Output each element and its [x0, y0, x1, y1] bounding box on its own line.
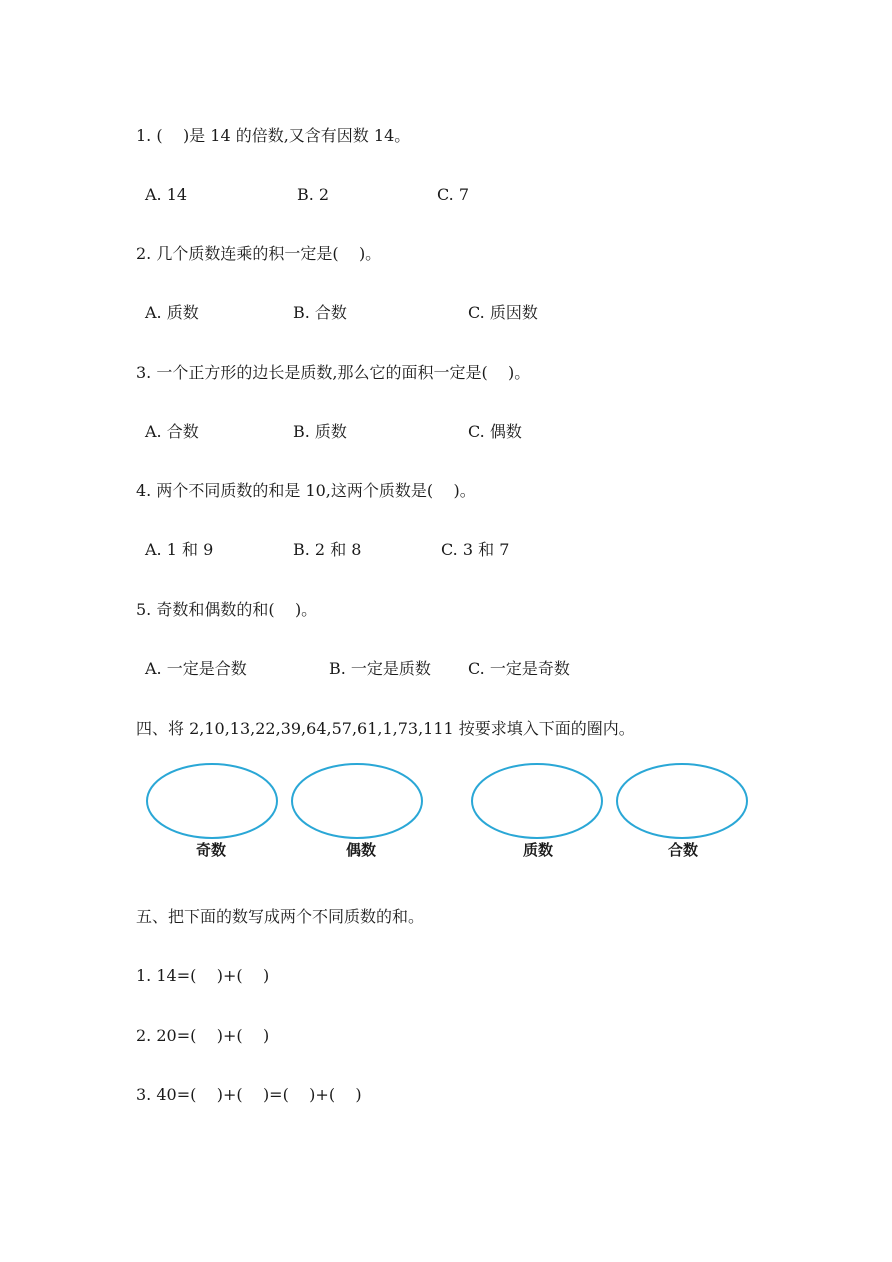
- composite-number-circle: [615, 762, 749, 840]
- prime-number-label: 质数: [522, 841, 553, 859]
- odd-number-label: 奇数: [195, 841, 226, 859]
- sum-item-1: 1. 14=( )+( ): [136, 966, 270, 985]
- question-1-option-b: B. 2: [297, 185, 330, 204]
- composite-number-label: 合数: [667, 841, 698, 859]
- question-1-stem: 1. ( )是 14 的倍数,又含有因数 14。: [136, 126, 411, 145]
- question-2-stem: 2. 几个质数连乘的积一定是( )。: [136, 244, 382, 263]
- prime-number-circle: [470, 762, 604, 840]
- question-1-option-c: C. 7: [437, 185, 470, 204]
- question-2-option-b: B. 合数: [293, 303, 347, 322]
- question-4-option-b: B. 2 和 8: [293, 540, 362, 559]
- even-number-label: 偶数: [345, 841, 376, 859]
- question-4-stem: 4. 两个不同质数的和是 10,这两个质数是( )。: [136, 481, 476, 500]
- odd-number-circle: [145, 762, 279, 840]
- question-3-stem: 3. 一个正方形的边长是质数,那么它的面积一定是( )。: [136, 363, 531, 382]
- question-3-option-a: A. 合数: [145, 422, 199, 441]
- section-4-title: 四、将 2,10,13,22,39,64,57,61,1,73,111 按要求填入下面的圈内。: [136, 719, 635, 738]
- question-5-option-c: C. 一定是奇数: [468, 659, 570, 678]
- question-5-stem: 5. 奇数和偶数的和( )。: [136, 600, 318, 619]
- sum-item-3: 3. 40=( )+( )=( )+( ): [136, 1085, 362, 1104]
- question-4-option-a: A. 1 和 9: [145, 540, 214, 559]
- question-3-option-c: C. 偶数: [468, 422, 522, 441]
- section-5-title: 五、把下面的数写成两个不同质数的和。: [136, 907, 425, 926]
- sum-item-2: 2. 20=( )+( ): [136, 1026, 270, 1045]
- question-4-option-c: C. 3 和 7: [441, 540, 510, 559]
- question-3-option-b: B. 质数: [293, 422, 347, 441]
- question-2-option-c: C. 质因数: [468, 303, 538, 322]
- question-2-option-a: A. 质数: [145, 303, 199, 322]
- question-1-option-a: A. 14: [145, 185, 188, 204]
- question-5-option-b: B. 一定是质数: [329, 659, 431, 678]
- question-5-option-a: A. 一定是合数: [145, 659, 247, 678]
- even-number-circle: [290, 762, 424, 840]
